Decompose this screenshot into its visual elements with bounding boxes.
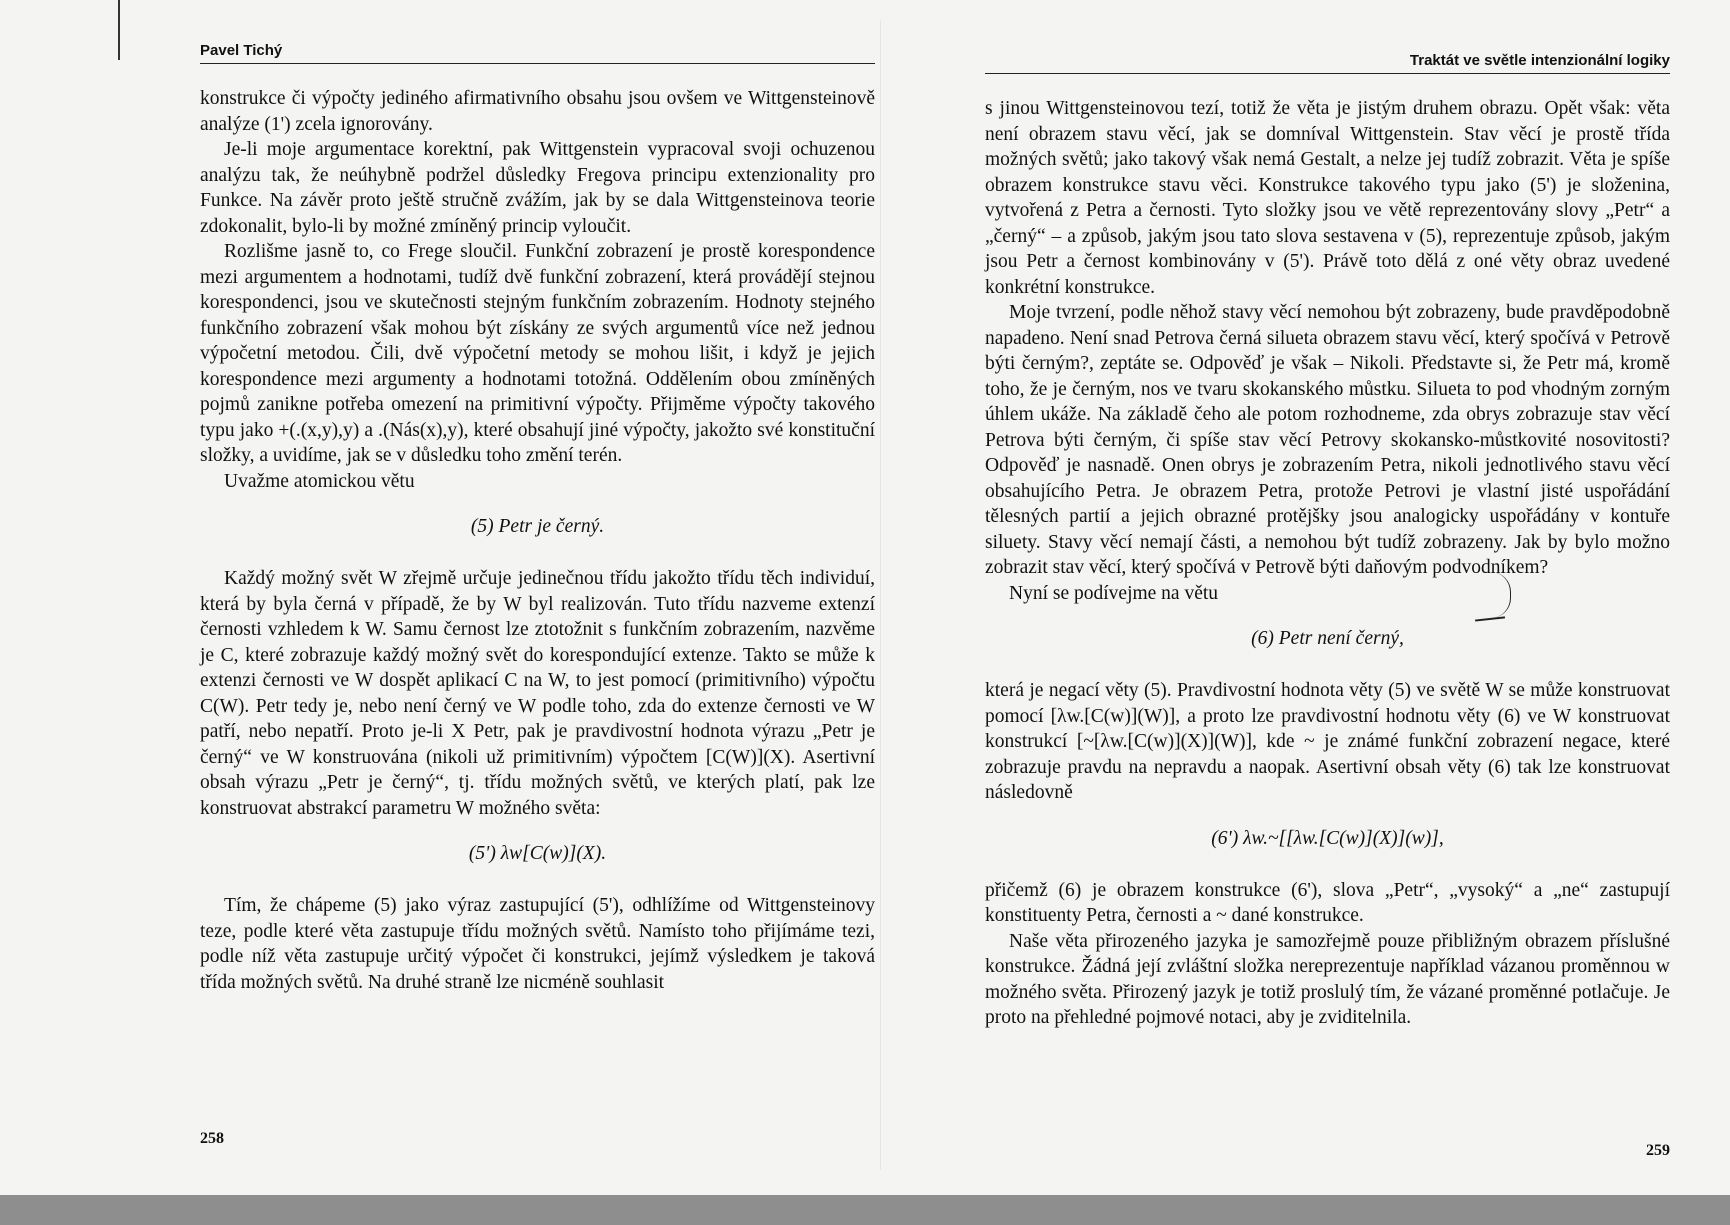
page-number: 259 xyxy=(1646,1142,1670,1159)
left-page xyxy=(200,42,875,1147)
scan-bottom-edge xyxy=(0,1195,1730,1225)
paragraph: konstrukce či výpočty jediného afirmativního obsahu jsou ovšem ve Wittgensteinově analýze (1') zcela ignorovány. xyxy=(200,88,875,135)
paragraph: Každý možný svět W zřejmě určuje jedinečnou třídu jakožto třídu těch individuí, která by byla černá v případě, že by W byl realizován. Tuto třídu nazveme extenzí černosti vzhledem k W. Samu černost lze ztotožnit s funkčním zobrazením, nazvěme je C, které zobrazuje každý možný svět do korespondující extenze. Takto se může k extenzi černosti ve W dospět aplikací C na W, to jest pomocí (primitivního) výpočtu C(W). Petr tedy je, nebo není černý ve W podle toho, zda do extenze černosti ve W patří, nebo nepatří. Proto je-li X Petr, pak je pravdivostní hodnota výrazu „Petr je černý“ ve W konstruována (nikoli už primitivním) výpočtem [C(W)](X). Asertivní obsah výrazu „Petr je černý“, tj. třídu možných světů, ve kterých platí, pak lze konstruovat abstrakcí parametru W možného světa: xyxy=(200,568,875,819)
paragraph: přičemž (6) je obrazem konstrukce (6'), slova „Petr“, „vysoký“ a „ne“ zastupují konstituenty Petra, černosti a ~ dané konstrukce. xyxy=(985,879,1670,926)
formula: (6) Petr není černý, xyxy=(1251,628,1404,649)
paragraph: s jinou Wittgensteinovou tezí, totiž že věta je jistým druhem obrazu. Opět však: věta není obrazem stavu věcí, jak se domníval Wittgenstein. Stav věcí je prostě třída možných světů; jako takový však nemá Gestalt, a nelze jej tudíž zobrazit. Věta je spíše obrazem konstrukce stavu věci. Konstrukce takového typu jako (5') je složenina, vytvořená z Petra a černosti. Tyto složky jsou ve větě reprezentovány slovy „Petr“ a „černý“ – a způsob, jakým jsou tato slova sestavena v (5), reprezentuje způsob, jakým jsou Petr a černost kombinovány v (5'). Právě toto dělá z oné věty obraz uvedené konkrétní konstrukce. xyxy=(985,98,1670,298)
paragraph: která je negací věty (5). Pravdivostní hodnota věty (5) ve světě W se může konstruovat pomocí [λw.[C(w)](W)], a proto lze pravdivostní hodnotu věty (6) ve W konstruovat konstrukcí [~[λw.[C(w)](X)](W)], kde ~ je známé funkční zobrazení negace, které zobrazuje pravdu na nepravdu a naopak. Asertivní obsah věty (6) tak lze konstruovat následovně xyxy=(985,680,1670,803)
paragraph: Uvažme atomickou větu xyxy=(224,470,415,492)
paragraph: Rozlišme jasně to, co Frege sloučil. Funkční zobrazení je prostě korespondence mezi argumentem a hodnotami, tudíž dvě funkční zobrazení, která provádějí stejnou korespondenci, jsou ve skutečnosti stejným funkčním zobrazením. Hodnoty stejného funkčního zobrazení však mohou být získány ze svých argumentů více než jednou výpočetní metodou. Čili, dvě výpočetní metody se mohou lišit, i když je jejich korespondence mezi argumenty a hodnotami totožná. Oddělením obou zmíněných pojmů zanikne potřeba omezení na primitivní výpočty. Přijměme výpočty takového typu jako +(.(x,y),y) a .(Nás(x),y), které obsahují jiné výpočty, jakožto své konstituční složky, a uvidíme, jak se v důsledku toho změní terén. xyxy=(200,241,875,466)
right-page xyxy=(985,52,1670,1159)
paragraph: Nyní se podívejme na větu xyxy=(1009,582,1219,604)
paragraph: Tím, že chápeme (5) jako výraz zastupující (5'), odhlížíme od Wittgensteinovy teze, podle které věta zastupuje třídu možných světů. Namísto toho přijímáme tezi, podle níž věta zastupuje určitý výpočet či konstrukci, jejímž výsledkem je taková třída možných světů. Na druhé straně lze nicméně souhlasit xyxy=(200,895,875,993)
paragraph: Je-li moje argumentace korektní, pak Wittgenstein vypracoval svoji ochuzenou analýzu tak, že neúhybně podržel důsledky Fregova principu extenzionality pro Funkce. Na závěr proto ještě stručně zvážím, jak by se dala Wittgensteinova teorie zdokonalit, bylo-li by možné zmíněný princip vyloučit. xyxy=(200,139,875,237)
paragraph: Naše věta přirozeného jazyka je samozřejmě pouze přibližným obrazem příslušné konstrukce. Žádná její zvláštní složka nereprezentuje například vázanou proměnnou w možného světa. Přirozený jazyk je totiž proslulý tím, že vázané proměnné potlačuje. Je proto na přehledné pojmové notaci, aby je zviditelnila. xyxy=(985,930,1670,1028)
page-number: 258 xyxy=(200,1130,224,1147)
scan-edge xyxy=(118,0,120,60)
paragraph: Moje tvrzení, podle něhož stavy věcí nemohou být zobrazeny, bude pravděpodobně napadeno. Není snad Petrova černá silueta obrazem stavu věcí, který spočívá v Petrově býti černým?, zeptáte se. Odpověď je však – Nikoli. Představte si, že Petr má, kromě toho, že je černým, nos ve tvaru skokanského můstku. Silueta to pod vhodným zorným úhlem ukáže. Na základě čeho ale potom rozhodneme, zda obrys zobrazuje stav věcí Petrova býti černým, či spíše stav věcí Petrovy skokansko-můstkovité nosovitosti? Odpověď je nasnadě. Onen obrys je zobrazením Petra, nikoli jednotlivého stavu věcí obsahujícího Petra. Je obrazem Petra, protože Petrovi je vlastní jisté uspořádání tělesných partií a jejich obrazné protějšky jsou analogicky uspořádány v kontuře siluety. Stavy věcí nemají části, a nemohou být tudíž zobrazeny. Jak by bylo možno zobrazit stav věcí, který spočívá v Petrově býti daňovým podvodníkem? xyxy=(985,302,1670,578)
formula: (6') λw.~[[λw.[C(w)](X)](w)], xyxy=(1211,827,1444,849)
formula: (5') λw[C(w)](X). xyxy=(468,843,607,864)
running-head: Pavel Tichý xyxy=(200,42,875,64)
formula: (5) Petr je černý. xyxy=(470,516,605,537)
running-head: Traktát ve světle intenzionální logiky xyxy=(985,52,1670,74)
book-spine xyxy=(880,20,881,1170)
